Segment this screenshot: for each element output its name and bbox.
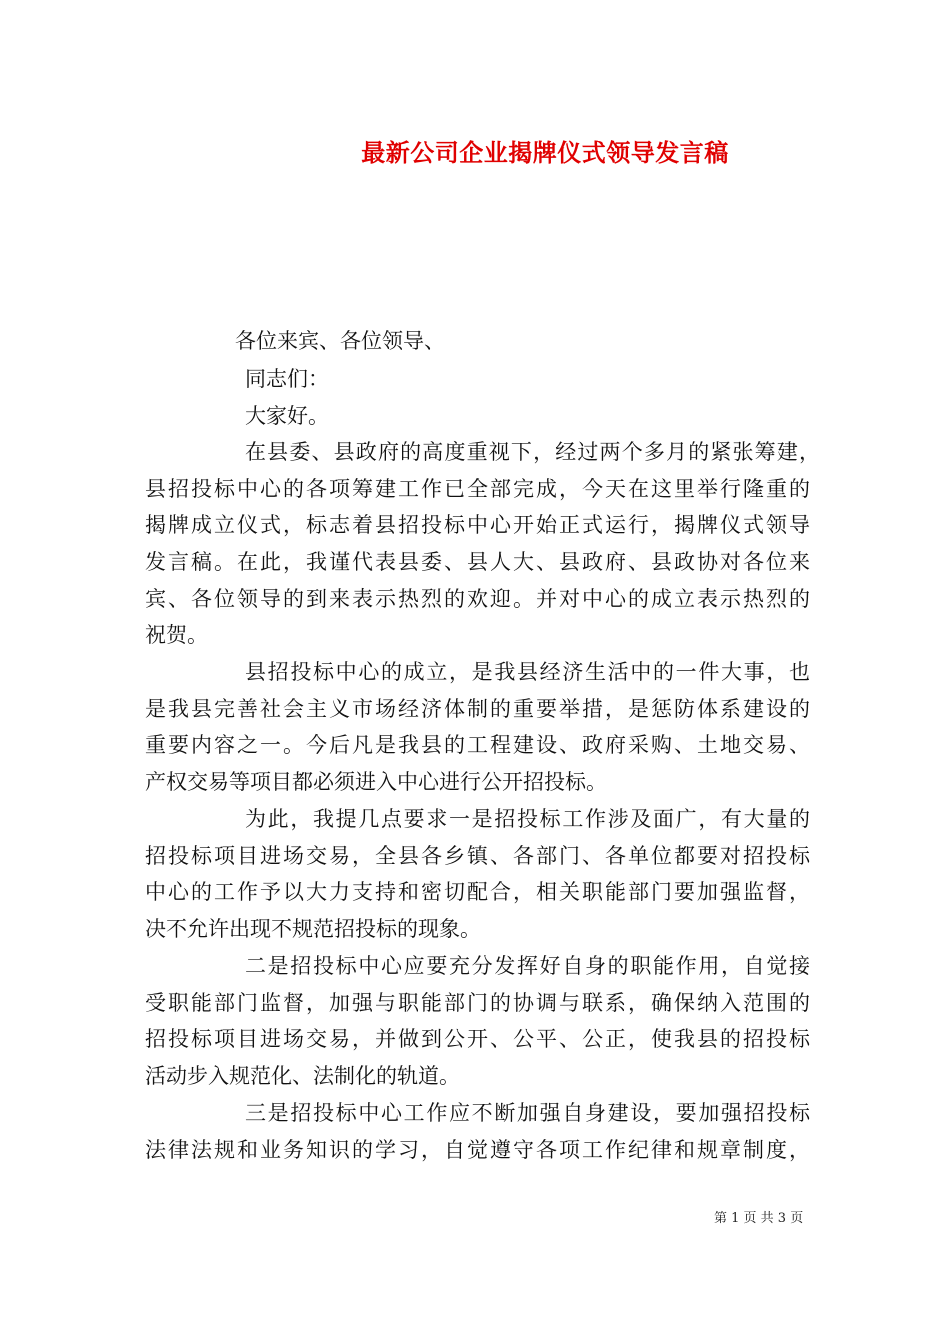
paragraph-line: 发言稿。在此，我谨代表县委、县人大、县政府、县政协对各位来	[145, 550, 810, 574]
salutation-line: 同志们：	[245, 367, 329, 391]
paragraph-line: 是我县完善社会主义市场经济体制的重要举措，是惩防体系建设的	[145, 697, 810, 721]
paragraph-line: 产权交易等项目都必须进入中心进行公开招投标。	[145, 770, 607, 794]
paragraph-line: 县招投标中心的成立，是我县经济生活中的一件大事，也	[245, 660, 810, 684]
paragraph-line: 重要内容之一。今后凡是我县的工程建设、政府采购、土地交易、	[145, 733, 810, 757]
paragraph-line: 祝贺。	[145, 623, 208, 647]
paragraph-line: 招投标项目进场交易，并做到公开、公平、公正，使我县的招投标	[145, 1027, 810, 1051]
paragraph-line: 宾、各位领导的到来表示热烈的欢迎。并对中心的成立表示热烈的	[145, 587, 810, 611]
paragraph-line: 决不允许出现不规范招投标的现象。	[145, 917, 481, 941]
salutation-line: 大家好。	[245, 404, 329, 428]
paragraph-line: 法律法规和业务知识的学习，自觉遵守各项工作纪律和规章制度，	[145, 1138, 810, 1162]
paragraph-line: 活动步入规范化、法制化的轨道。	[145, 1064, 460, 1088]
document-title: 最新公司企业揭牌仪式领导发言稿	[361, 138, 729, 167]
paragraph-line: 揭牌成立仪式，标志着县招投标中心开始正式运行，揭牌仪式领导	[145, 513, 810, 537]
paragraph-line: 中心的工作予以大力支持和密切配合，相关职能部门要加强监督，	[145, 880, 810, 904]
paragraph-line: 招投标项目进场交易，全县各乡镇、各部门、各单位都要对招投标	[145, 844, 810, 868]
paragraph-line: 在县委、县政府的高度重视下，经过两个多月的紧张筹建，	[245, 440, 820, 464]
salutation-line: 各位来宾、各位领导、	[235, 329, 445, 353]
paragraph-line: 受职能部门监督，加强与职能部门的协调与联系，确保纳入范围的	[145, 991, 810, 1015]
paragraph-line: 县招投标中心的各项筹建工作已全部完成，今天在这里举行隆重的	[145, 477, 810, 501]
page-footer: 第 1 页 共 3 页	[714, 1211, 804, 1226]
paragraph-line: 三是招投标中心工作应不断加强自身建设，要加强招投标	[245, 1101, 810, 1125]
paragraph-line: 二是招投标中心应要充分发挥好自身的职能作用，自觉接	[245, 954, 810, 978]
paragraph-line: 为此，我提几点要求一是招投标工作涉及面广，有大量的	[245, 807, 810, 831]
